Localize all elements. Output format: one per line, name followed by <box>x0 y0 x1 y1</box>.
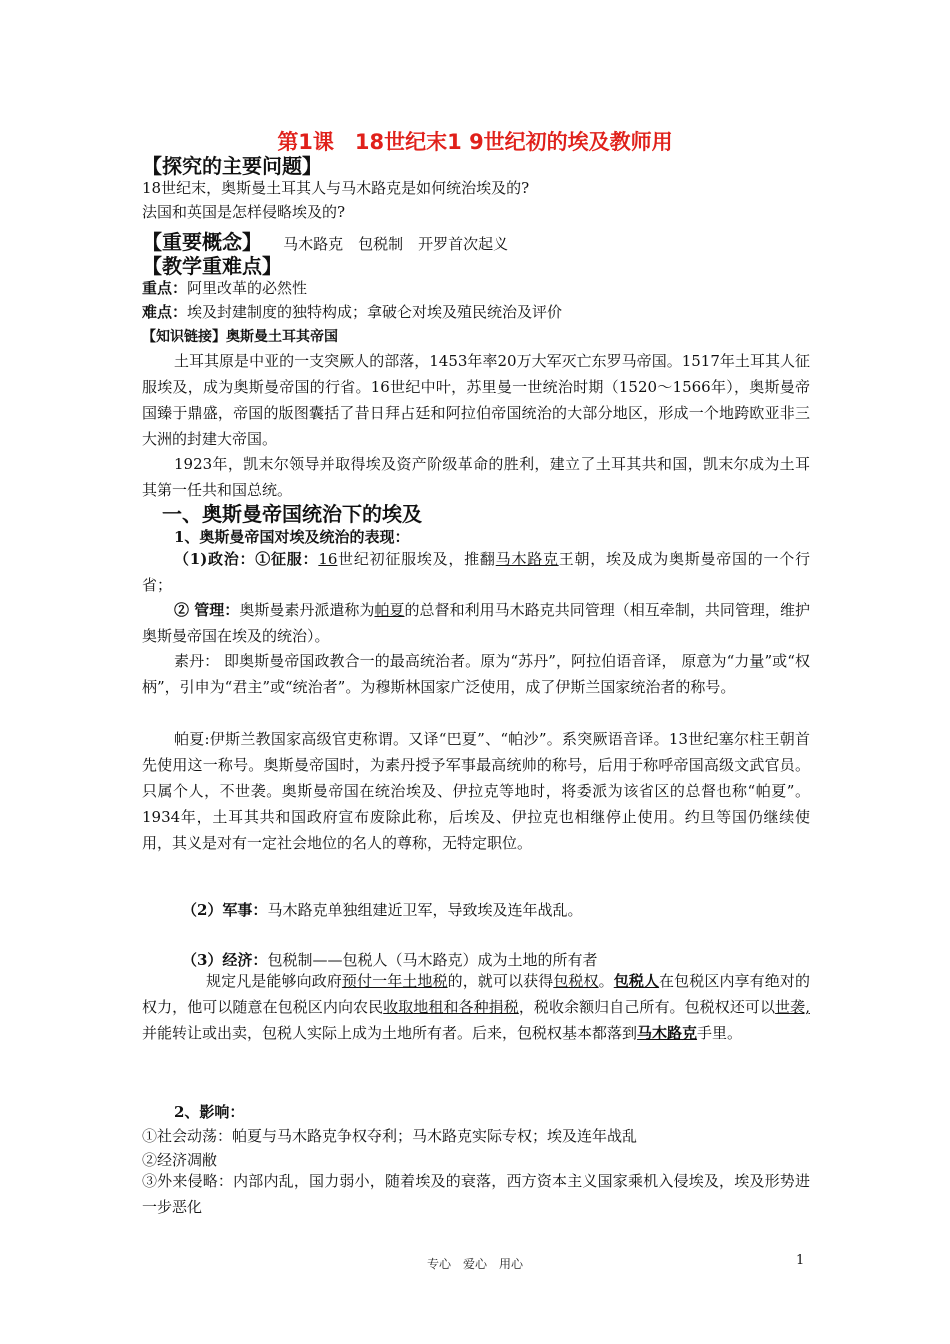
section-1-heading: 一、奥斯曼帝国统治下的埃及 <box>162 502 422 526</box>
economy-line <box>182 950 597 970</box>
tax-farming-paragraph <box>142 968 810 1046</box>
difficulty-text: 埃及封建制度的独特构成；拿破仑对埃及殖民统治及评价 <box>187 303 563 321</box>
politics-mamluk: 马木路克 <box>495 550 559 568</box>
difficulty-label: 难点： <box>142 303 188 321</box>
military-text: 马木路克单独组建近卫军，导致埃及连年战乱。 <box>267 901 583 919</box>
tax-text-1: 规定凡是能够向政府 <box>206 972 342 990</box>
tax-farmer: 包税人 <box>613 972 660 990</box>
subsection-2-heading: 2、影响： <box>174 1103 245 1121</box>
politics-century: 16 <box>318 550 338 568</box>
economy-text: 包税制——包税人（马木路克）成为土地的所有者 <box>267 951 598 969</box>
politics-text-2: 王朝，埃及成为奥斯曼帝国的一个行省； <box>142 550 810 594</box>
pasha-paragraph: 帕夏:伊斯兰教国家高级官吏称谓。又译“巴夏”、“帕沙”。系突厥语音译。13世纪塞尔柱王朝首先使用这一称号。奥斯曼帝国时，为素丹授予军事最高统帅的称号，后用于称呼帝国高级文武官员。只属个人，不世袭。奥斯曼帝国在统治埃及、伊拉克等地时，将委派为该省区的总督也称“帕夏”。1934年，土耳其共和国政府宣布废除此称，后埃及、伊拉克也相继停止使用。约旦等国仍继续使用，其义是对有一定社会地位的名人的尊称，无特定职位。 <box>142 730 810 852</box>
keypoints-heading: 【教学重难点】 <box>142 254 282 278</box>
military-line <box>182 900 582 920</box>
sultan-paragraph: 素丹： 即奥斯曼帝国政教合一的最高统治者。原为“苏丹”，阿拉伯语音译， 原意为“力量”或“权柄”，引申为“君主”或“统治者”。为穆斯林国家广泛使用，成了伊斯兰国家统治者的称号。 <box>142 652 810 696</box>
tax-text-3: 。 <box>598 972 614 990</box>
inquiry-question-1: 18世纪末，奥斯曼土耳其人与马木路克是如何统治埃及的? <box>142 179 530 197</box>
impact-3: ③外来侵略：内部内乱，国力弱小，随着埃及的衰落，西方资本主义国家乘机入侵埃及，埃及形势进一步恶化 <box>142 1172 810 1216</box>
impact-1: ①社会动荡：帕夏与马木路克争权夺利；马木路克实际专权；埃及连年战乱 <box>142 1127 638 1145</box>
link-heading: 【知识链接】奥斯曼土耳其帝国 <box>142 329 338 345</box>
tax-hereditary: 世袭, <box>775 998 810 1016</box>
politics-text-1: 世纪初征服埃及，推翻 <box>337 550 496 568</box>
management-pasha: 帕夏 <box>374 601 405 619</box>
page-number: 1 <box>796 1253 805 1268</box>
inquiry-question-2: 法国和英国是怎样侵略埃及的? <box>142 203 346 221</box>
tax-prepay: 预付一年土地税 <box>341 972 448 990</box>
concepts-items: 马木路克 包税制 开罗首次起义 <box>283 235 509 253</box>
difficulty-line <box>142 302 562 322</box>
footer-motto: 专心 爱心 用心 <box>426 1257 523 1271</box>
page-title: 第1课 18世纪末1 9世纪初的埃及教师用 <box>277 130 673 154</box>
focus-text: 阿里改革的必然性 <box>187 279 308 297</box>
military-label: （2）军事： <box>182 901 268 919</box>
tax-mamluk: 马木路克 <box>637 1024 698 1042</box>
inquiry-heading: 【探究的主要问题】 <box>142 154 322 178</box>
management-text-1: 奥斯曼素丹派遣称为 <box>239 601 375 619</box>
impact-2: ②经济凋敝 <box>142 1151 218 1169</box>
tax-text-6: 并能转让或出卖，包税人实际上成为土地所有者。后来，包税权基本都落到 <box>142 1024 638 1042</box>
management-text-2: 的总督和利用马木路克共同管理（相互牵制，共同管理，维护奥斯曼帝国在埃及的统治）。 <box>142 601 810 645</box>
tax-text-5: ，税收余额归自己所有。包税权还可以 <box>518 998 776 1016</box>
subsection-1-heading: 1、奥斯曼帝国对埃及统治的表现： <box>174 528 410 546</box>
concepts-heading: 【重要概念】 <box>142 230 262 254</box>
link-paragraph-1: 土耳其原是中亚的一支突厥人的部落，1453年率20万大军灭亡东罗马帝国。1517年土耳其人征服埃及，成为奥斯曼帝国的行省。16世纪中叶，苏里曼一世统治时期（1520～1566年），奥斯曼帝国臻于鼎盛，帝国的版图囊括了昔日拜占廷和阿拉伯帝国统治的大部分地区，形成一个地跨欧亚非三大洲的封建大帝国。 <box>142 352 810 448</box>
politics-label: （1)政治：①征服： <box>174 550 319 568</box>
politics-paragraph <box>142 546 810 598</box>
tax-collect: 收取地租和各种捐税 <box>383 998 519 1016</box>
economy-label: （3）经济： <box>182 951 268 969</box>
link-paragraph-2: 1923年，凯末尔领导并取得埃及资产阶级革命的胜利，建立了土耳其共和国，凯末尔成为土耳其第一任共和国总统。 <box>142 455 810 499</box>
management-label: ② 管理： <box>174 601 240 619</box>
tax-text-7: 手里。 <box>697 1024 743 1042</box>
tax-text-2: 的，就可以获得 <box>447 972 554 990</box>
tax-text-4: 在包税区内享有绝对的权力，他可以随意在包税区内向农民 <box>142 972 810 1016</box>
management-paragraph <box>142 597 810 649</box>
focus-line <box>142 278 307 298</box>
tax-right: 包税权 <box>553 972 599 990</box>
focus-label: 重点： <box>142 279 188 297</box>
